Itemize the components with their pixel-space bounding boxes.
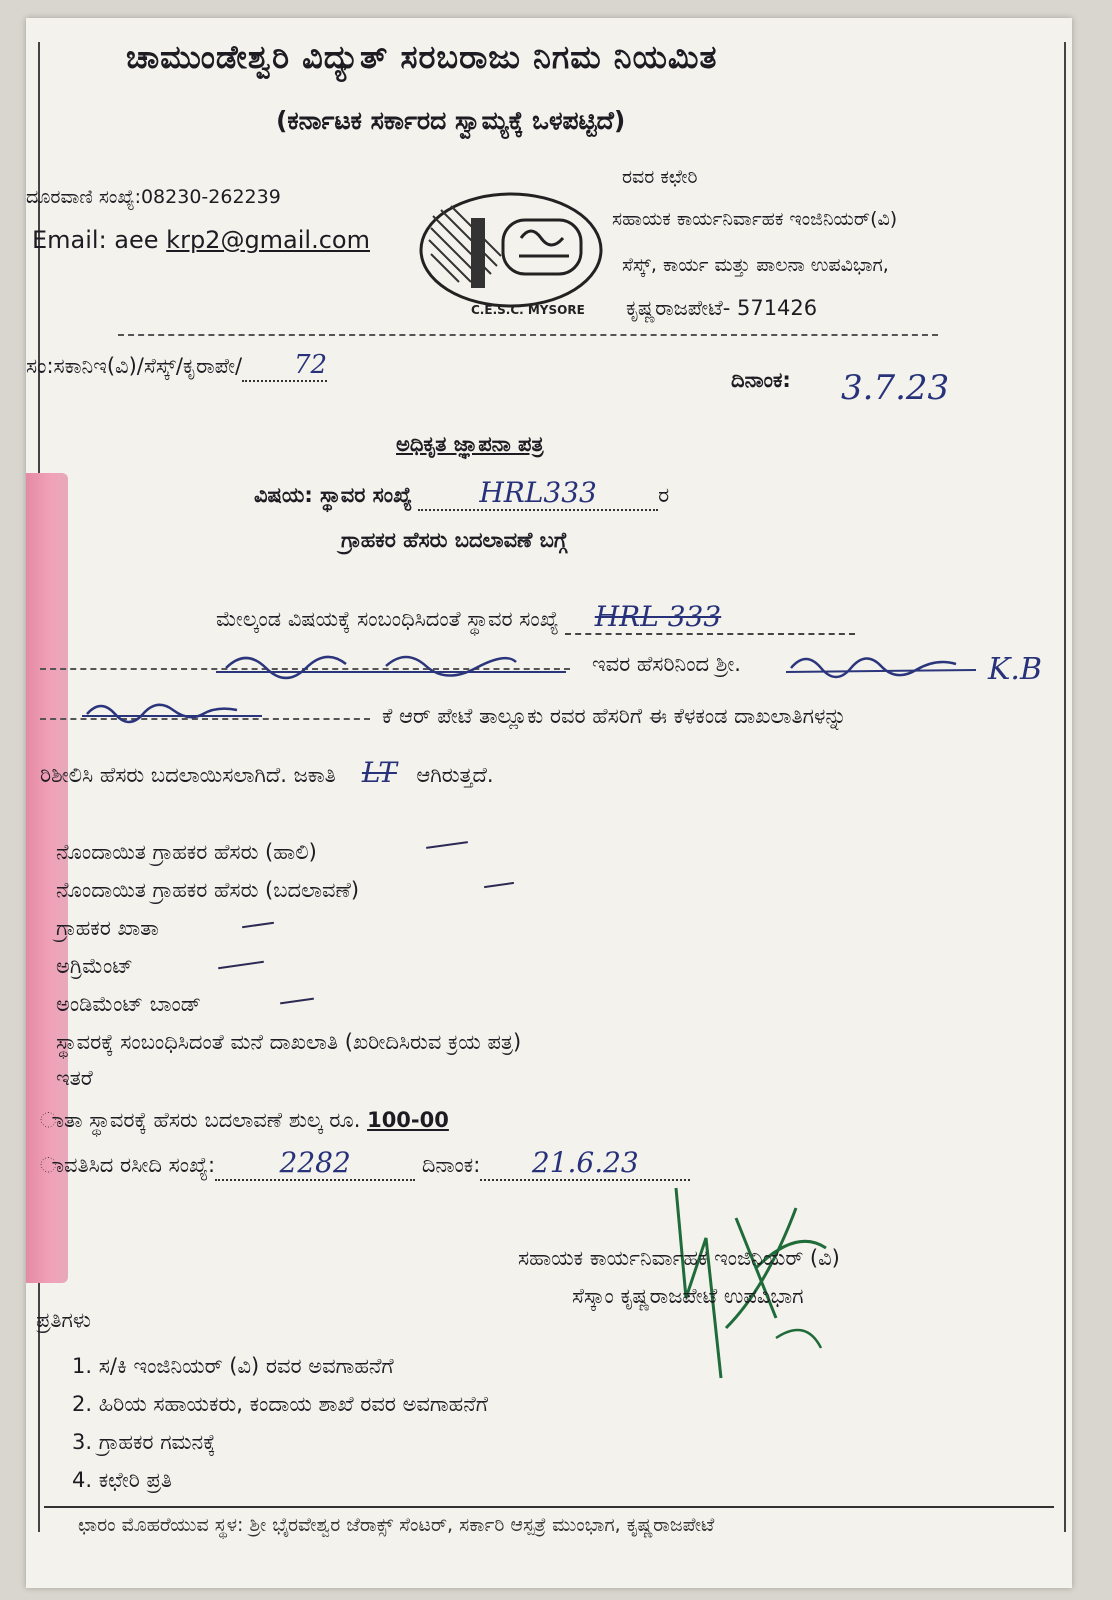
body-line-4	[40, 756, 494, 789]
checklist-item-2: ನೊಂದಾಯಿತ ಗ್ರಾಹಕರ ಹೆಸರು (ಬದಲಾವಣೆ)	[56, 878, 360, 902]
receipt-number: 2282	[279, 1146, 351, 1179]
reference-number	[26, 350, 327, 382]
office-line-2: ಸಹಾಯಕ ಕಾರ್ಯನಿರ್ವಾಹಕ ಇಂಜಿನಿಯರ್(ವಿ)	[612, 208, 898, 230]
email-address[interactable]: krp2@gmail.com	[166, 226, 370, 254]
body-line-3-text: ಕೆ ಆರ್ ಪೇಟೆ ತಾಲ್ಲೂಕು ರವರ ಹೆಸರಿಗೆ ಈ ಕೆಳಕಂಡ ದಾಖಲಾತಿಗಳನ್ನು	[382, 704, 847, 728]
document-sheet	[26, 18, 1072, 1588]
email-label: Email: aee	[32, 226, 167, 254]
header-divider	[118, 334, 938, 336]
body-line-4-text: ರಿಶೀಲಿಸಿ ಹೆಸರು ಬದಲಾಯಿಸಲಾಗಿದೆ. ಜಕಾತಿ	[40, 763, 336, 787]
body-line-2-value: K.B	[988, 652, 1042, 687]
body-line-2-text: ಇವರ ಹೆಸರಿನಿಂದ ಶ್ರೀ.	[592, 652, 741, 676]
phone-number: ದೂರವಾಣಿ ಸಂಖ್ಯೆ:08230-262239	[26, 186, 281, 208]
subject-value: HRL333	[479, 476, 597, 509]
checklist-item-7: ಇತರೆ	[56, 1066, 93, 1090]
office-line-1: ರವರ ಕಛೇರಿ	[622, 166, 698, 188]
handwritten-name-3	[82, 688, 272, 728]
office-line-4: ಕೃಷ್ಣರಾಜಪೇಟೆ- 571426	[626, 296, 818, 320]
fee-line	[40, 1108, 449, 1133]
handwritten-name-1	[216, 638, 576, 688]
subject-suffix: ರ	[658, 483, 670, 507]
signatory-designation: ಸಹಾಯಕ ಕಾರ್ಯನಿರ್ವಾಹಕ ಇಂಜಿನಿಯರ್ (ವಿ)	[518, 1246, 840, 1270]
organization-name: ಚಾಮುಂಡೇಶ್ವರಿ ವಿದ್ಯುತ್ ಸರಬರಾಜು ನಿಗಮ ನಿಯಮಿತ	[126, 38, 718, 76]
fee-label: ಾತಾ ಸ್ಥಾವರಕ್ಕೆ ಹೆಸರು ಬದಲಾವಣೆ ಶುಲ್ಕ ರೂ.	[40, 1108, 361, 1132]
office-line-3: ಸೆಸ್ಕ್, ಕಾರ್ಯ ಮತ್ತು ಪಾಲನಾ ಉಪವಿಭಾಗ,	[622, 254, 889, 276]
date-value: 3.7.23	[841, 368, 950, 408]
handwritten-name-2	[786, 640, 986, 690]
body-line-1	[216, 600, 855, 635]
fee-amount: 100-00	[367, 1108, 449, 1132]
email-line	[32, 226, 370, 254]
officer-signature	[646, 1178, 846, 1388]
footer-divider	[44, 1506, 1054, 1508]
copy-item-4: 4. ಕಛೇರಿ ಪ್ರತಿ	[72, 1468, 173, 1492]
date-label: ದಿನಾಂಕ:	[731, 368, 791, 392]
checklist-item-3: ಗ್ರಾಹಕರ ಖಾತಾ	[56, 916, 159, 940]
receipt-date: 21.6.23	[531, 1146, 639, 1179]
copy-item-1: 1. ಸ/ಕಿ ಇಂಜಿನಿಯರ್ (ವಿ) ರವರ ಅವಗಾಹನೆಗೆ	[72, 1354, 394, 1378]
subject-line-2: ಗ್ರಾಹಕರ ಹೆಸರು ಬದಲಾವಣೆ ಬಗ್ಗೆ	[341, 528, 568, 552]
reference-label: ಸಂ:ಸಕಾನಿಇ(ವಿ)/ಸೆಸ್ಕ್/ಕೃರಾಪೇ/	[26, 354, 243, 378]
memo-heading: ಅಧಿಕೃತ ಜ್ಞಾಪನಾ ಪತ್ರ	[396, 432, 544, 456]
receipt-line	[40, 1146, 690, 1181]
copy-item-3: 3. ಗ್ರಾಹಕರ ಗಮನಕ್ಕೆ	[72, 1430, 216, 1454]
receipt-label: ಾವತಿಸಿದ ರಸೀದಿ ಸಂಖ್ಯೆ:	[40, 1153, 216, 1177]
checklist-item-6: ಸ್ಥಾವರಕ್ಕೆ ಸಂಬಂಧಿಸಿದಂತೆ ಮನೆ ದಾಖಲಾತಿ (ಖರೀದಿಸಿರುವ ಕ್ರಯ ಪತ್ರ)	[56, 1030, 522, 1054]
subject-line	[254, 476, 669, 511]
body-line-1-text: ಮೇಲ್ಕಂಡ ವಿಷಯಕ್ಕೆ ಸಂಬಂಧಿಸಿದಂತೆ ಸ್ಥಾವರ ಸಂಖ್ಯೆ	[216, 607, 559, 631]
subject-label: ವಿಷಯ: ಸ್ಥಾವರ ಸಂಖ್ಯೆ	[254, 483, 413, 507]
reference-value: 72	[294, 350, 328, 380]
footer-text: ಛಾರಂ ಮೊಹರೆಯುವ ಸ್ಥಳ: ಶ್ರೀ ಭೈರವೇಶ್ವರ ಜೆರಾಕ್ಸ್ ಸೆಂಟರ್, ಸರ್ಕಾರಿ ಆಸ್ಪತ್ರೆ ಮುಂಭಾಗ, ಕೃಷ್ಣರಾಜಪೇಟೆ	[78, 1514, 715, 1536]
signatory-office: ಸೆಸ್ಕಾಂ ಕೃಷ್ಣರಾಜಪೇಟೆ ಉಪವಿಭಾಗ	[572, 1284, 804, 1308]
body-line-1-value: HRL 333	[594, 600, 722, 633]
checklist-item-4: ಅಗ್ರಿಮೆಂಟ್	[56, 954, 133, 978]
checklist-item-5: ಅಂಡಿಮೆಂಟ್ ಬಾಂಡ್	[56, 992, 201, 1016]
organization-subtitle: (ಕರ್ನಾಟಕ ಸರ್ಕಾರದ ಸ್ವಾಮ್ಯಕ್ಕೆ ಒಳಪಟ್ಟಿದೆ)	[276, 106, 626, 135]
receipt-date-label: ದಿನಾಂಕ:	[421, 1153, 481, 1177]
logo-text: C.E.S.C. MYSORE	[471, 303, 585, 317]
tariff-value: LT	[361, 756, 397, 789]
copies-heading: ಪ್ರತಿಗಳು	[36, 1308, 91, 1332]
checklist-item-1: ನೊಂದಾಯಿತ ಗ್ರಾಹಕರ ಹೆಸರು (ಹಾಲಿ)	[56, 840, 317, 864]
copy-item-2: 2. ಹಿರಿಯ ಸಹಾಯಕರು, ಕಂದಾಯ ಶಾಖೆ ರವರ ಅವಗಾಹನೆಗೆ	[72, 1392, 488, 1416]
cesc-logo	[411, 178, 611, 328]
body-line-4-suffix: ಆಗಿರುತ್ತದೆ.	[416, 763, 494, 787]
